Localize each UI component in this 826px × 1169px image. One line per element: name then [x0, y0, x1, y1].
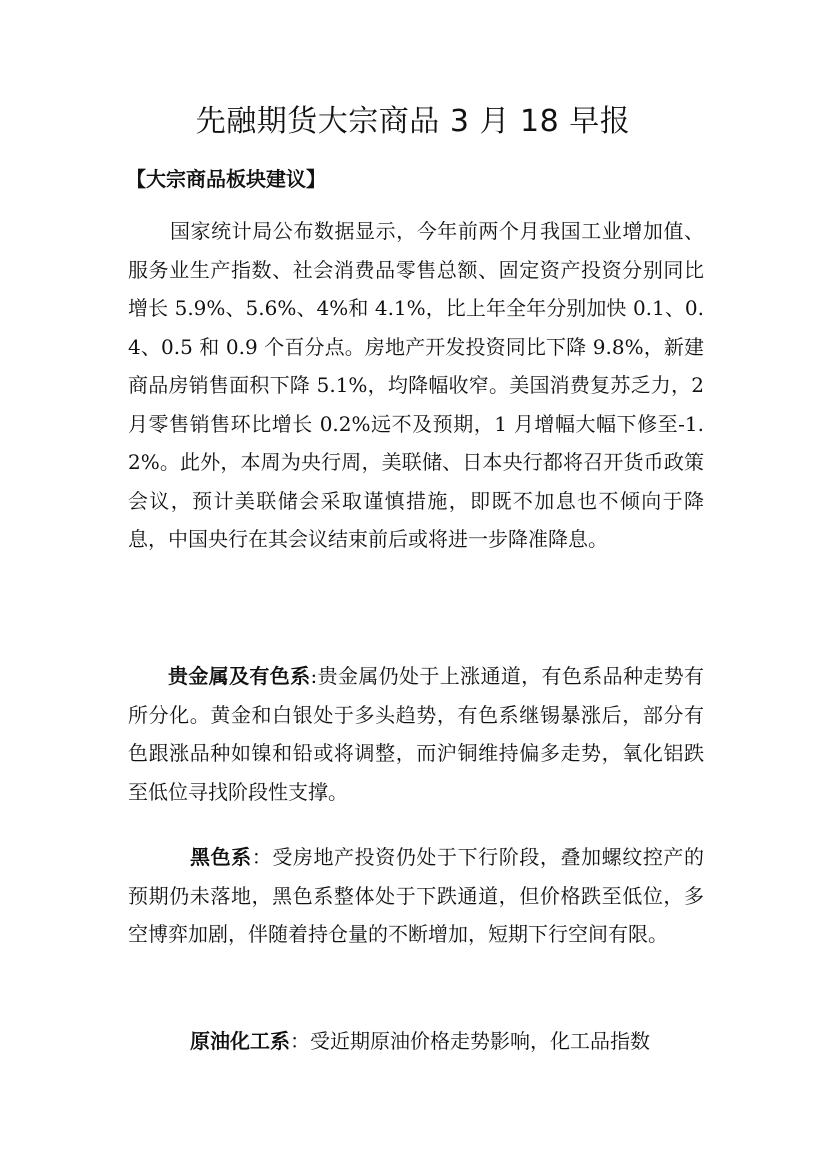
precious-metals-paragraph: [128, 657, 704, 811]
section-heading: 【大宗商品板块建议】: [126, 167, 326, 191]
precious-metals-text: 贵金属仍处于上涨通道，有色系品种走势有所分化。黄金和白银处于多头趋势，有色系继锡暴涨后，部分有色跟涨品种如镍和铅或将调整，而沪铜维持偏多走势，氧化铝跌至低位寻找阶段性支撑。: [128, 664, 705, 804]
crude-chemicals-label: 原油化工系: [190, 1029, 290, 1053]
precious-metals-separator: :: [310, 664, 318, 688]
ferrous-paragraph: [128, 838, 704, 954]
document-title: 先融期货大宗商品 3 月 18 早报: [195, 104, 631, 139]
ferrous-text: 受房地产投资仍处于下行阶段，叠加螺纹控产的预期仍未落地，黑色系整体处于下跌通道，但价格跌至低位，多空博弈加剧，伴随着持仓量的不断增加，短期下行空间有限。: [128, 845, 705, 946]
intro-paragraph: 国家统计局公布数据显示，今年前两个月我国工业增加值、服务业生产指数、社会消费品零售总额、固定资产投资分别同比增长 5.9%、5.6%、4%和 4.1%，比上年全年分别加快 0.1、0.4、0.5 和 0.9 个百分点。房地产开发投资同比下降 9.8%，新建商品房销售面积下降 5.1%，均降幅收窄。美国消费复苏乏力，2 月零售销售环比增长 0.2%远不及预期，1 月增幅大幅下修至-1.2%。此外，本周为央行周，美联储、日本央行都将召开货币政策会议，预计美联储会采取谨慎措施，即既不加息也不倾向于降息，中国央行在其会议结束前后或将进一步降准降息。: [128, 219, 704, 551]
precious-metals-label: 贵金属及有色系: [168, 664, 311, 688]
crude-chemicals-text: 受近期原油价格走势影响，化工品指数: [310, 1029, 650, 1053]
crude-chemicals-paragraph: [128, 1022, 704, 1061]
crude-chemicals-separator: ：: [290, 1029, 310, 1053]
ferrous-label: 黑色系: [190, 845, 252, 869]
ferrous-separator: ：: [251, 845, 273, 869]
